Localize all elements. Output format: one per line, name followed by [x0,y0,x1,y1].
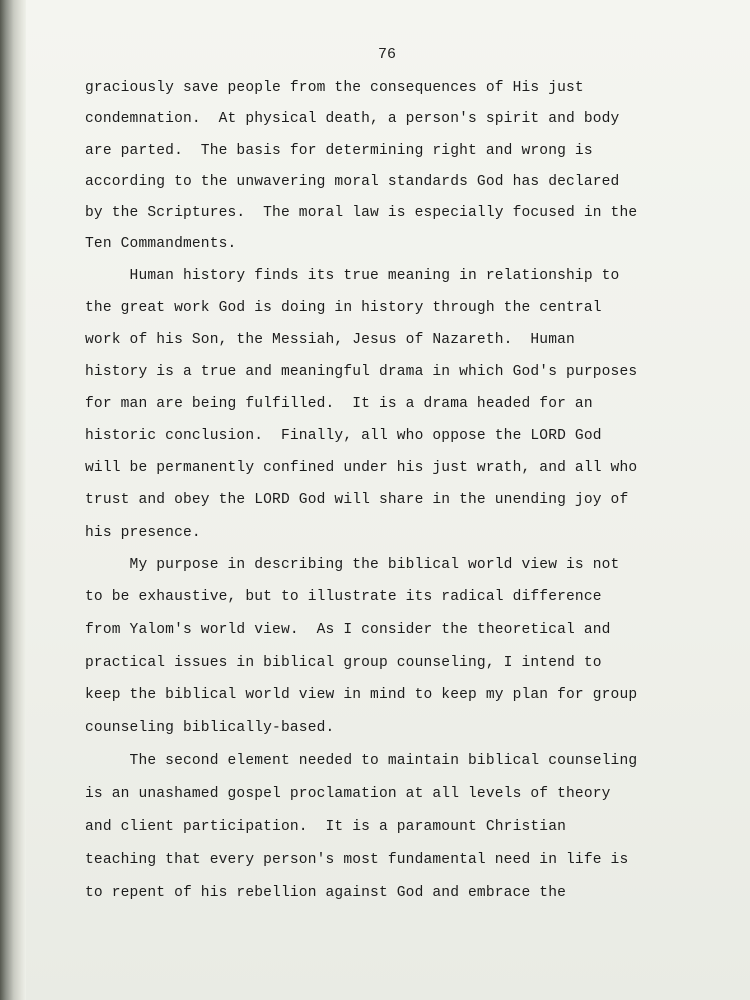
page-number: 76 [378,46,397,63]
text-line: to repent of his rebellion against God and embrace the [85,885,567,901]
text-line: historic conclusion. Finally, all who oppose the LORD God [85,428,602,444]
text-line: and client participation. It is a paramount Christian [85,819,567,835]
text-line: history is a true and meaningful drama in which God's purposes [85,364,638,380]
text-line: trust and obey the LORD God will share in the unending joy of [85,492,629,508]
text-line: the great work God is doing in history through the central [85,300,602,316]
text-line: Ten Commandments. [85,236,237,252]
text-line: for man are being fulfilled. It is a drama headed for an [85,396,593,412]
text-line: will be permanently confined under his just wrath, and all who [85,460,638,476]
text-line: teaching that every person's most fundamental need in life is [85,852,629,868]
text-line: keep the biblical world view in mind to keep my plan for group [85,687,638,703]
text-line: is an unashamed gospel proclamation at all levels of theory [85,786,611,802]
text-line: The second element needed to maintain biblical counseling [85,753,638,769]
text-line: his presence. [85,525,201,541]
text-line: are parted. The basis for determining right and wrong is [85,143,593,159]
text-line: by the Scriptures. The moral law is especially focused in the [85,205,638,221]
text-line: My purpose in describing the biblical world view is not [85,557,620,573]
text-line: from Yalom's world view. As I consider the theoretical and [85,622,611,638]
page-shadow-edge [0,0,26,1000]
text-line: counseling biblically-based. [85,720,335,736]
text-line: Human history finds its true meaning in relationship to [85,268,620,284]
text-line: work of his Son, the Messiah, Jesus of Nazareth. Human [85,332,575,348]
text-line: to be exhaustive, but to illustrate its radical difference [85,589,602,605]
text-line: graciously save people from the consequences of His just [85,80,584,96]
document-page [26,0,750,1000]
text-line: according to the unwavering moral standards God has declared [85,174,620,190]
text-line: practical issues in biblical group counseling, I intend to [85,655,602,671]
text-line: condemnation. At physical death, a person's spirit and body [85,111,620,127]
